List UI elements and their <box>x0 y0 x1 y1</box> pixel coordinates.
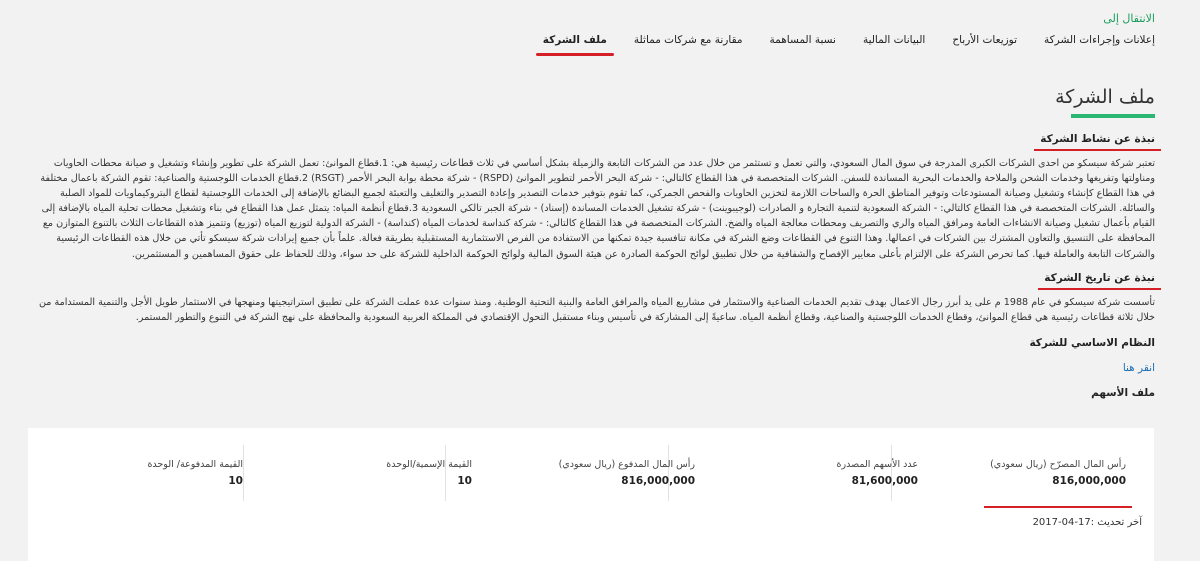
stat-label: رأس المال المصرّح (ريال سعودي) <box>990 459 1126 470</box>
divider <box>243 445 244 501</box>
stat-value: 10 <box>457 475 472 487</box>
stat-issued-shares <box>837 459 918 533</box>
tab-shareholding[interactable]: نسبة المساهمة <box>769 34 836 46</box>
shares-card <box>28 428 1154 561</box>
stat-value: 816,000,000 <box>1052 475 1126 487</box>
history-text: تأسست شركة سيسكو في عام 1988 م على يد أبرز رجال الاعمال بهدف تقديم الخدمات الصناعية والاستثمار في مشاريع المياه والمرافق العامة والبنية التحتية الوطنية. ومنذ سنوات عدة عملت الشركة على تطبيق استراتيجيتها ومنهجها في الاستثمار طويل الأجل والتنمية المستدامة من خلال ثلاثة قطاعات رئيسية هي قطاع الموانئ، وقطاع الخدمات اللوجستية والصناعية، وقطاع أنظمة المياه. ساعيةً إلى المشاركة في تأسيس وبناء مستقبل التحول الإقتصادي في المملكة العربية السعودية والمحافظة على نهج الشركة في التنوع والتطور المستمر. <box>38 297 1155 324</box>
jump-to-label: الانتقال إلى <box>1103 12 1155 25</box>
bylaws-link[interactable]: انقر هنا <box>1122 362 1155 374</box>
stat-nominal-value <box>386 459 472 533</box>
history-heading: نبذة عن تاريخ الشركة <box>1044 272 1155 284</box>
stat-paid-value <box>147 459 243 533</box>
activity-text: تعتبر شركة سيسكو من احدى الشركات الكبرى المدرجة في سوق المال السعودي، والتي تعمل و تستثمر من خلال عدد من الشركات التابعة والزميلة بشكل أساسي في ثلاث قطاعات رئيسية هي: 1.قطاع الموانئ: تعمل الشركة على تطوير وإنشاء وتشغيل و صيانة محطات الحاويات ومناولتها وتفريغها وخدمات الشحن والملاحة والخدمات البحرية المساندة للسفن. الشركات المتخصصة في هذا القطاع كالتالي: - شركة البحر الأحمر لتطوير الموانئ (RSPD) - شركة محطة بوابة البحر الأحمر (RSGT) 2.قطاع الخدمات اللوجستية والصناعية: تقوم الشركة باعمال مختلفة في هذا القطاع كإنشاء وتشغيل وصيانة المستودعات وتوفير المناطق الحرة والساحات اللازمة لتخزين الحاويات والفحص الجمركي، كما تقوم بتوفير خدمات التصدير وإعادة التصدير والتغليف والتعبئة لجميع البضائع بالإضافة إلى الخدمات اللوجستية لقطاع البتروكيماويات للمواد الصلبة والسائلة. الشركات المتخصصة في هذا القطاع كالتالي: - الشركة السعودية لتنمية التجارة و الصادرات (لوجيبوينت) - شركة تشغيل الخدمات المساندة (إسناد) - شركة الجبر تالكي السعودية 3.قطاع أنظمة المياه: يتمثل عمل هذا القطاع في بناء وتشغيل محطات تحلية المياه بالإضافة إلى القيام بأعمال تشغيل وصيانة الانشاءات العامة ومرافق المياه والري والتصريف ومحطات معالجة المياه والضخ. الشركات المتخصصة في هذا القطاع كالتالي: - شركة كنداسة لخدمات المياه (كنداسة) - الشركة الدولية لتوزيع المياه (توزيع) وتتميز هذه القطاعات الثلاث بالتنوع المتوازن مع المحافظة على التنسيق والتعاون المشترك بين الشركات في اعمالها. وهذا التنوع في القطاعات وضع الشركة في مكانة تنافسية جيدة تمكنها من الاستفادة من الفرص الاستثمارية المستقبلية بطريقة فعالة. علماً بأن جميع إيرادات شركة سيسكو تأتي من خلال هذه القطاعات الرئيسية والشركات التابعة والعاملة فيها. كما تحرص الشركة على الإلتزام بأعلى معايير الإفصاح والشفافية من خلال تطبيق لوائح الحوكمة الصادرة عن هيئة السوق المالية ولوائح الحوكمة الداخلية للشركة على حد سواء، وذلك للحفاظ على حقوق المساهمين و المستثمرين. <box>40 158 1155 260</box>
activity-heading: نبذة عن نشاط الشركة <box>1040 133 1155 145</box>
stat-value: 816,000,000 <box>621 475 695 487</box>
title-accent-bar <box>1071 114 1155 118</box>
section-tabs <box>516 34 1155 56</box>
stat-paid-capital <box>559 459 695 533</box>
bylaws-heading: النظام الاساسي للشركة <box>1029 337 1155 349</box>
stat-label: القيمة الإسمية/الوحدة <box>386 459 472 470</box>
tab-financials[interactable]: البيانات المالية <box>862 34 926 46</box>
page-title: ملف الشركة <box>1055 86 1155 108</box>
tab-peer-comparison[interactable]: مقارنة مع شركات مماثلة <box>633 34 743 46</box>
stat-label: عدد الأسهم المصدرة <box>836 459 918 470</box>
shares-heading: ملف الأسهم <box>1091 387 1155 399</box>
tab-announcements[interactable]: إعلانات وإجراءات الشركة <box>1044 34 1155 46</box>
stat-label: رأس المال المدفوع (ريال سعودي) <box>558 459 695 470</box>
highlight-underline <box>984 506 1132 508</box>
last-updated: آخر تحديث :17-04-2017 <box>1032 517 1142 528</box>
stat-value: 81,600,000 <box>851 475 918 487</box>
tab-company-profile[interactable]: ملف الشركة <box>543 34 607 56</box>
stat-label: القيمة المدفوعة/ الوحدة <box>147 459 243 470</box>
stat-value: 10 <box>228 475 243 487</box>
tab-dividends[interactable]: توزيعات الأرباح <box>952 34 1018 46</box>
